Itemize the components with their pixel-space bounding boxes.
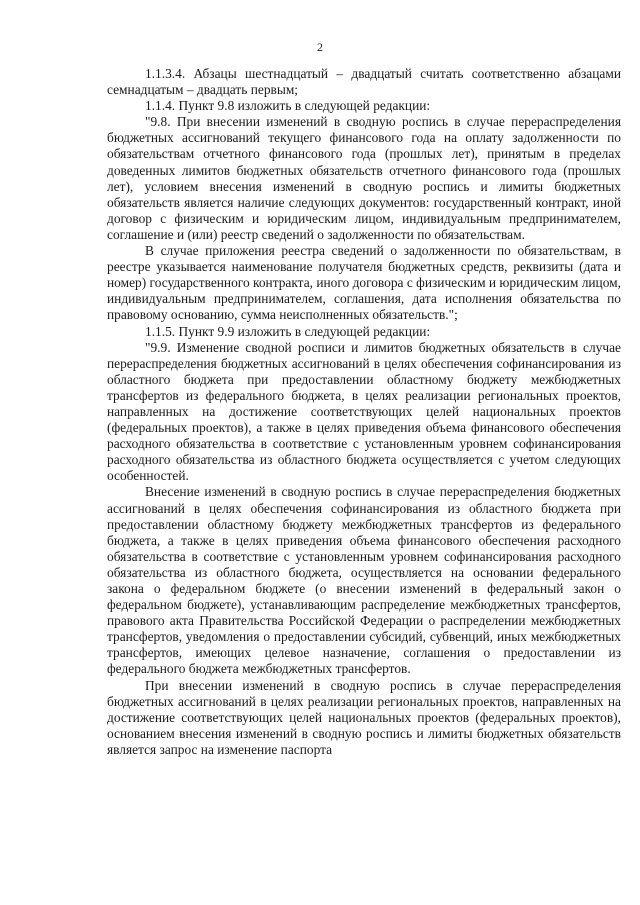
page-number: 2 [317,40,323,54]
paragraph-1-1-5: 1.1.5. Пункт 9.9 изложить в следующей редакции: [145,323,431,339]
paragraph-9-8: "9.8. При внесении изменений в сводную роспись в случае перераспределения бюджетных ассигнований текущего финансового года на оплату задолженности по обязательствам отчетного финансового года (прошлых лет), принятым в пределах доведенных лимитов бюджетных обязательств отчетного финансового года (прошлых лет), условием внесения изменений в сводную роспись и лимиты бюджетных обязательств является наличие следующих документов: государственный контракт, иной договор с физическим и юридическим лицом, индивидуальным предпринимателем, соглашение и (или) реестр сведений о задолженности по обязательствам. [107,114,621,242]
paragraph-regional-projects: При внесении изменений в сводную роспись в случае перераспределения бюджетных ассигнований в целях реализации региональных проектов, направленных на достижение соответствующих целей национальных проектов (федеральных проектов), основанием внесения изменений в сводную роспись и лимиты бюджетных обязательств является запрос на изменение паспорта [107,677,621,757]
paragraph-9-9: "9.9. Изменение сводной росписи и лимитов бюджетных обязательств в случае перераспределения бюджетных ассигнований в целях обеспечения софинансирования из областного бюджета при предоставлении областному бюджету межбюджетных трансфертов из федерального бюджета, в целях реализации региональных проектов, направленных на достижение соответствующих целей национальных проектов (федеральных проектов), а также в целях приведения объема финансового обеспечения расходного обязательства в соответствие с установленным уровнем софинансирования расходного обязательства из областного бюджета осуществляется с учетом следующих особенностей. [107,339,621,484]
paragraph-1-1-3-4: 1.1.3.4. Абзацы шестнадцатый – двадцатый считать соответственно абзацами семнадцатым – двадцать первым; [107,66,621,98]
document-body [107,66,621,758]
paragraph-registry: В случае приложения реестра сведений о задолженности по обязательствам, в реестре указывается наименование получателя бюджетных средств, реквизиты (дата и номер) государственного контракта, иного договора с физическим и юридическим лицом, индивидуальным предпринимателем, соглашения, дата исполнения обязательства по правовому основанию, сумма неисполненных обязательств."; [107,243,621,323]
paragraph-cofinancing: Внесение изменений в сводную роспись в случае перераспределения бюджетных ассигнований в целях обеспечения софинансирования из областного бюджета при предоставлении областному бюджету межбюджетных трансфертов из федерального бюджета, а также в целях приведения объема финансового обеспечения расходного обязательства в соответствие с установленным уровнем софинансирования расходного обязательства из областного бюджета, осуществляется на основании федерального закона о федеральном бюджете (о внесении изменений в федеральный закон о федеральном бюджете), устанавливающим распределение межбюджетных трансфертов, правового акта Правительства Российской Федерации о распределении межбюджетных трансфертов, уведомления о предоставлении субсидий, субвенций, иных межбюджетных трансфертов, имеющих целевое назначение, соглашения о предоставлении из федерального бюджета межбюджетных трансфертов. [107,484,621,677]
paragraph-1-1-4: 1.1.4. Пункт 9.8 изложить в следующей редакции: [145,98,431,114]
